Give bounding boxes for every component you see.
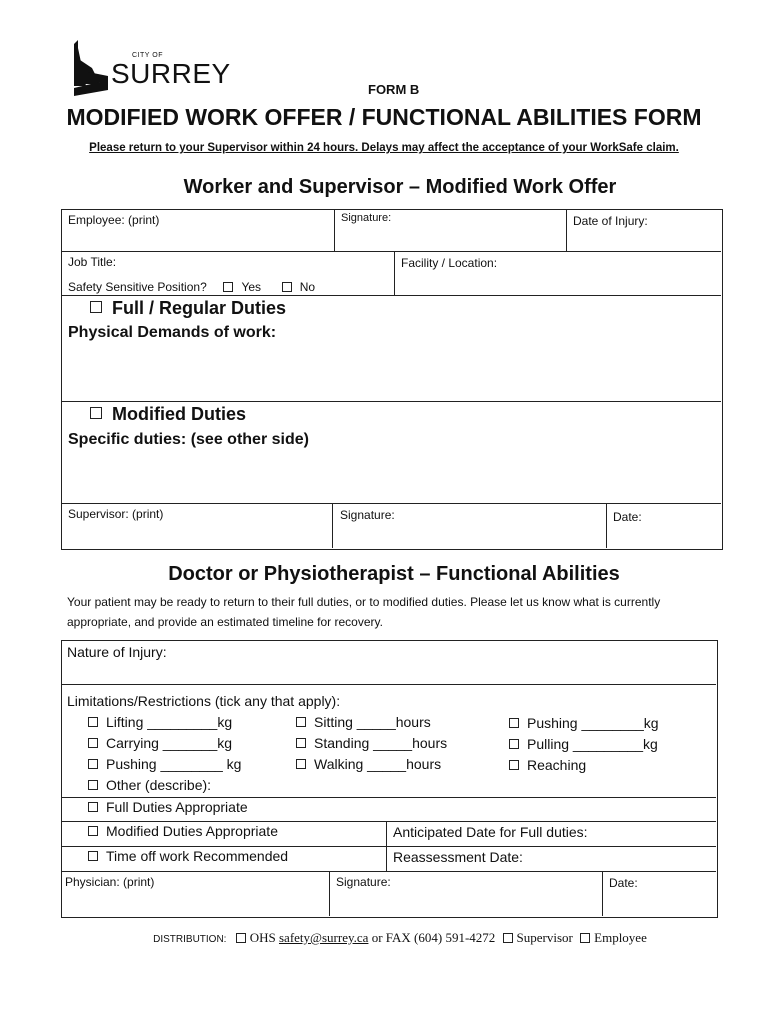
other-option[interactable]	[88, 777, 211, 793]
physician-print-field[interactable]: Physician: (print)	[65, 875, 155, 889]
supervisor-date-field[interactable]: Date:	[613, 510, 642, 524]
reaching-label: Reaching	[527, 757, 587, 773]
employee-signature-field[interactable]: Signature:	[341, 212, 392, 224]
carrying-checkbox[interactable]	[88, 738, 98, 748]
safety-sensitive-label: Safety Sensitive Position?	[68, 280, 207, 294]
employee-print-field[interactable]: Employee: (print)	[68, 213, 160, 227]
pulling-checkbox[interactable]	[509, 739, 519, 749]
physician-signature-field[interactable]: Signature:	[336, 875, 391, 889]
distribution-label: DISTRIBUTION:	[153, 934, 227, 945]
supervisor-signature-field[interactable]: Signature:	[340, 508, 395, 522]
reaching-checkbox[interactable]	[509, 760, 519, 770]
facility-location-field[interactable]: Facility / Location:	[401, 256, 498, 270]
carrying-label: Carrying _______kg	[106, 735, 233, 751]
standing-option[interactable]	[296, 735, 447, 751]
full-duties-appropriate-checkbox[interactable]	[88, 802, 98, 812]
pushing-label-2: Pushing ________kg	[527, 715, 659, 731]
modified-duties-option[interactable]	[90, 404, 246, 425]
pushing-label-1: Pushing ________ kg	[106, 756, 242, 772]
section-heading-functional-abilities: Doctor or Physiotherapist – Functional Abilities	[168, 563, 620, 585]
job-title-field[interactable]: Job Title:	[68, 255, 117, 269]
standing-checkbox[interactable]	[296, 738, 306, 748]
full-duties-option[interactable]	[90, 298, 286, 319]
carrying-option[interactable]	[88, 735, 232, 751]
fax-text: or FAX (604) 591-4272	[371, 930, 496, 945]
supervisor-label: Supervisor	[516, 930, 573, 945]
limitations-heading: Limitations/Restrictions (tick any that apply):	[67, 693, 341, 709]
return-notice: Please return to your Supervisor within 24 hours. Delays may affect the acceptance of your WorkSafe claim.	[89, 142, 679, 154]
no-checkbox[interactable]	[282, 282, 292, 292]
physical-demands-field[interactable]: Physical Demands of work:	[68, 324, 277, 341]
sitting-checkbox[interactable]	[296, 717, 306, 727]
physician-date-field[interactable]: Date:	[609, 876, 638, 890]
modified-duties-appropriate-option[interactable]	[88, 823, 278, 839]
lifting-label: Lifting _________kg	[106, 714, 233, 730]
time-off-label: Time off work Recommended	[106, 848, 289, 864]
distribution-line	[0, 930, 768, 946]
time-off-option[interactable]	[88, 848, 288, 864]
other-checkbox[interactable]	[88, 780, 98, 790]
date-of-injury-field[interactable]: Date of Injury:	[573, 214, 648, 228]
ohs-label: OHS	[249, 930, 276, 945]
worker-supervisor-table	[61, 209, 723, 550]
walking-option[interactable]	[296, 756, 441, 772]
sitting-label: Sitting _____hours	[314, 714, 431, 730]
modified-duties-appropriate-checkbox[interactable]	[88, 826, 98, 836]
pushing-option-2[interactable]	[509, 715, 659, 731]
specific-duties-field[interactable]: Specific duties: (see other side)	[68, 431, 309, 448]
nature-of-injury-field[interactable]: Nature of Injury:	[67, 644, 167, 660]
sitting-option[interactable]	[296, 714, 431, 730]
lifting-option[interactable]	[88, 714, 232, 730]
full-duties-checkbox[interactable]	[90, 301, 102, 313]
supervisor-print-field[interactable]: Supervisor: (print)	[68, 507, 164, 521]
standing-label: Standing _____hours	[314, 735, 448, 751]
lifting-checkbox[interactable]	[88, 717, 98, 727]
form-label: FORM B	[368, 82, 420, 97]
anticipated-date-field[interactable]: Anticipated Date for Full duties:	[393, 824, 588, 840]
time-off-checkbox[interactable]	[88, 851, 98, 861]
other-label: Other (describe):	[106, 777, 212, 793]
pulling-label: Pulling _________kg	[527, 736, 658, 752]
safety-email-link[interactable]: safety@surrey.ca	[278, 930, 369, 945]
supervisor-checkbox[interactable]	[503, 933, 513, 943]
logo-city-of: CITY OF	[132, 52, 163, 59]
safety-sensitive-question	[68, 280, 315, 294]
reaching-option[interactable]	[509, 757, 586, 773]
full-duties-label: Full / Regular Duties	[112, 298, 287, 318]
section-intro-text: Your patient may be ready to return to their full duties, or to modified duties. Please let us know what is currently appropriate, and provide an estimated timeline for recovery.	[67, 595, 661, 629]
employee-checkbox[interactable]	[580, 933, 590, 943]
pushing-checkbox-1[interactable]	[88, 759, 98, 769]
pushing-checkbox-2[interactable]	[509, 718, 519, 728]
pushing-option-1[interactable]	[88, 756, 241, 772]
no-label: No	[299, 280, 316, 294]
modified-duties-appropriate-label: Modified Duties Appropriate	[106, 823, 278, 839]
full-duties-appropriate-option[interactable]	[88, 799, 248, 815]
full-duties-appropriate-label: Full Duties Appropriate	[106, 799, 248, 815]
modified-duties-checkbox[interactable]	[90, 407, 102, 419]
ohs-checkbox[interactable]	[236, 933, 246, 943]
walking-checkbox[interactable]	[296, 759, 306, 769]
modified-duties-label: Modified Duties	[112, 404, 246, 424]
yes-label: Yes	[241, 280, 262, 294]
logo-surrey: SURREY	[111, 58, 231, 89]
reassessment-date-field[interactable]: Reassessment Date:	[393, 849, 523, 865]
pulling-option[interactable]	[509, 736, 658, 752]
page-title: MODIFIED WORK OFFER / FUNCTIONAL ABILITIES FORM	[66, 104, 702, 130]
yes-checkbox[interactable]	[223, 282, 233, 292]
employee-label: Employee	[594, 930, 647, 945]
section-heading-worker-supervisor: Worker and Supervisor – Modified Work Offer	[183, 176, 617, 198]
walking-label: Walking _____hours	[314, 756, 442, 772]
